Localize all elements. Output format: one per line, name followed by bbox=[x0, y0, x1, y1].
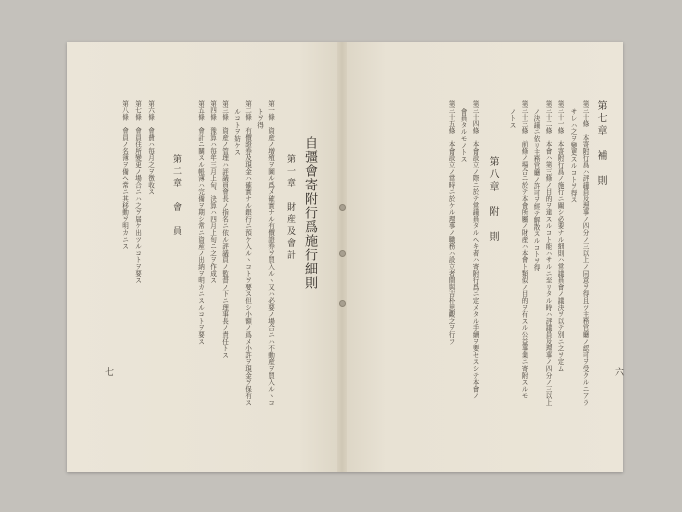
article-text: 第三十三條 前條ノ場合ニ於テ本會所屬ノ財産ハ本會ト類似ノ目的ヲ有スル公益事業ニ寄附スルモ bbox=[520, 100, 528, 400]
chapter-heading: 第八章 附 則 bbox=[487, 156, 498, 244]
article-text: 第六條 會費ハ毎月之ヲ徴收ス bbox=[146, 100, 155, 196]
article-text: 第三十四條 本會設立ノ際ニ於テ常議員タルヘキ者ハ寄附行爲ニ定メタル手續ヲ要セスシテ本會ノ bbox=[471, 100, 479, 400]
open-book-spread bbox=[67, 42, 623, 472]
article-text: ルコトヲ妨ケス bbox=[232, 108, 241, 156]
article-text: 第三十一條 本寄附行爲ノ施行ニ關シ必要ナル細則ハ常議員會ノ議決ヲ以テ別ニ之ヲ定ム bbox=[556, 100, 564, 372]
article-text: 第四條 豫算ハ毎年三月上旬、決算ハ四月上旬ニ之ヲ作成ス bbox=[208, 100, 217, 284]
article-text: 會員タルモノトス bbox=[459, 108, 467, 163]
article-text: 第三條 資産ノ管理ハ評議員會長ノ指名ニ依ル評議員ノ監督ノ下ニ理事長ノ責任トス bbox=[220, 100, 229, 359]
document-title: 自彊會寄附行爲施行細則 bbox=[302, 136, 317, 290]
article-text: 第一條 資産ノ増殖ヲ圖ル爲メ確實ナル有價證券ヲ買入ルヽ又ハ必要ノ場合ニハ不動産ヲ買入ルヽコ bbox=[266, 100, 275, 406]
staple-hole bbox=[339, 250, 346, 257]
chapter-heading: 第二章 會 員 bbox=[171, 154, 181, 238]
book-gutter bbox=[337, 42, 347, 472]
article-text: 第三十五條 本會設立ノ當時ニ於ケル理事ノ職務ハ設立者間與吉朴思觀之ヲ行フ bbox=[447, 100, 455, 345]
staple-hole bbox=[339, 204, 346, 211]
article-text: 第五條 會計ニ關スル帳簿ハ完備ヲ期シ常ニ資産ノ出納ヲ明カニスルコトヲ要ス bbox=[196, 100, 205, 345]
article-text: 第二條 有價證券及現金ハ確實ナル銀行ニ預ケ入ルヽコトヲ要ス但シ小額ノ爲メ小許ヲ現金ヲ保有ス bbox=[243, 100, 252, 406]
page-number: 六 bbox=[615, 368, 625, 378]
article-text: ノ決議ニ依リ主務官廳ノ許可ヲ經テ解散スルコトヲ得 bbox=[532, 108, 540, 272]
chapter-heading: 第七章 補 則 bbox=[595, 100, 606, 188]
chapter-heading: 第一章 財産及會計 bbox=[285, 154, 295, 262]
article-text: 第八條 會員ノ名簿ヲ備ヘ常ニ其移動ヲ明カニス bbox=[120, 100, 129, 250]
page-number: 七 bbox=[105, 368, 115, 378]
article-text: 第七條 會員住所變更ノ場合ニハ之ヲ届ケ出ツルコトヲ要ス bbox=[133, 100, 142, 284]
article-text: ノトス bbox=[508, 108, 516, 129]
article-text: サレハ之ヲ變更スルコトヲ得ス bbox=[569, 108, 577, 204]
staple-hole bbox=[339, 300, 346, 307]
article-text: トヲ得 bbox=[255, 108, 264, 129]
article-text: 第三十條 本寄附行爲ハ評議員及理事ノ四分ノ三以上ノ同意ヲ得且ツ主務官廳ノ認可ヲ受クルニアラ bbox=[581, 100, 589, 406]
article-text: 第三十二條 本會ハ第三條ノ目的ヲ達スルコト能ハサルニ至リタル時ハ評議員及理事ノ四分ノ三以上 bbox=[544, 100, 552, 406]
